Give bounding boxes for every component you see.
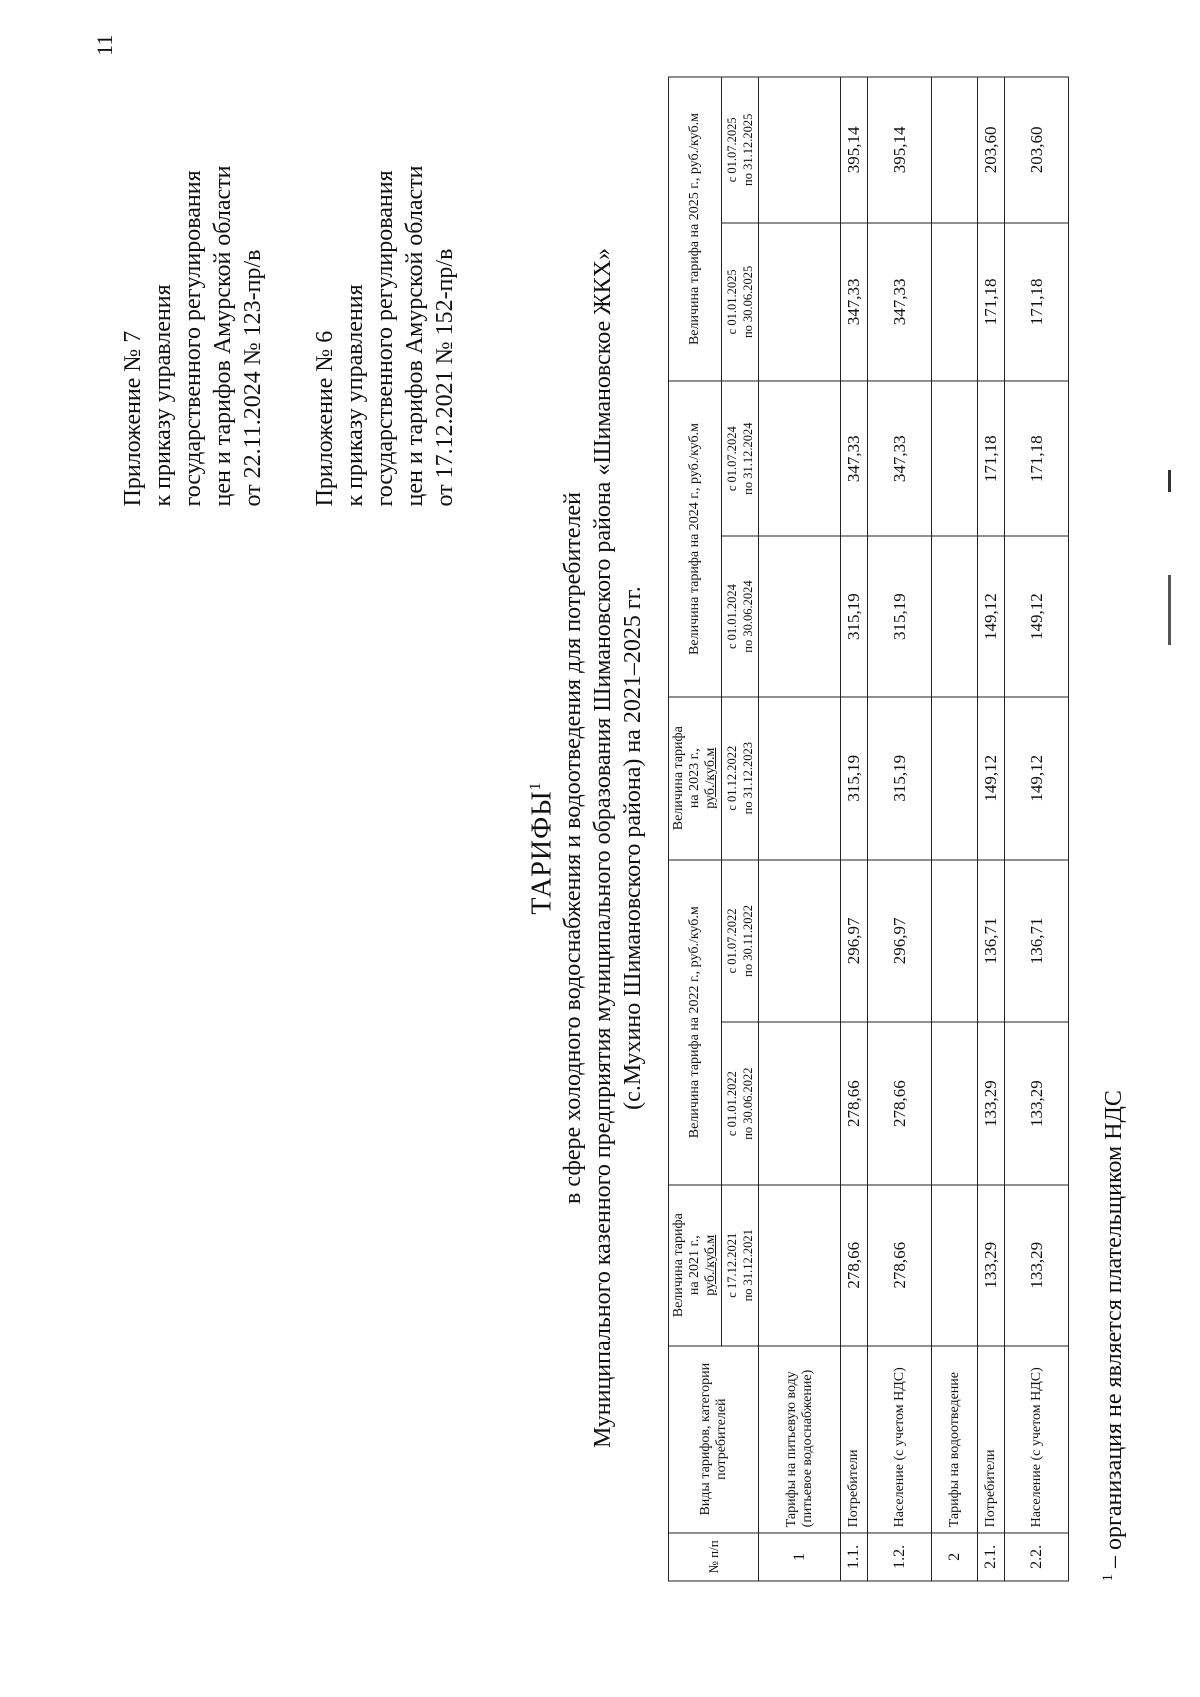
tariff-value: 149,12	[978, 536, 1005, 697]
header-year-2022: Величина тарифа на 2022 г., руб./куб.м	[669, 860, 722, 1185]
tariff-value	[932, 1022, 978, 1185]
period-to: по 30.11.2022	[741, 904, 755, 977]
tariff-value: 347,33	[841, 223, 868, 381]
tariff-value: 136,71	[1005, 860, 1069, 1023]
period-cell	[722, 381, 759, 536]
row-number: 1.2.	[868, 1533, 932, 1581]
table-row	[759, 77, 841, 1581]
appendix-7-block	[118, 165, 268, 506]
appendix-6-line: от 17.12.2021 № 152-пр/в	[432, 248, 458, 507]
appendix-6-line: Приложение № 6	[312, 330, 338, 507]
table-row	[1005, 77, 1069, 1581]
header-category: Виды тарифов, категории потребителей	[669, 1346, 759, 1533]
title-line: (с.Мухино Шимановского района) на 2021–2025 гг.	[620, 586, 647, 1110]
header-2023-unit: руб./куб.м	[703, 747, 718, 809]
appendix-7-line: от 22.11.2024 № 123-пр/в	[240, 249, 266, 507]
tariff-value: 296,97	[841, 860, 868, 1023]
period-from: с 01.01.2024	[725, 584, 739, 650]
header-no: № п/п	[669, 1533, 759, 1581]
table-row	[868, 77, 932, 1581]
appendix-7-line: государственного регулирования	[180, 170, 206, 507]
header-year-2023	[669, 697, 722, 860]
period-to: по 30.06.2022	[741, 1067, 755, 1140]
period-to: по 31.12.2024	[741, 422, 755, 495]
period-cell	[722, 1022, 759, 1185]
appendix-6-line: государственного регулирования	[372, 170, 398, 507]
tariff-value: 315,19	[868, 697, 932, 860]
tariff-value: 133,29	[1005, 1185, 1069, 1346]
tariff-value: 278,66	[841, 1022, 868, 1185]
row-category: Потребители	[841, 1346, 868, 1533]
row-category: Тарифы на питьевую воду (питьевое водоснабжение)	[759, 1346, 841, 1533]
period-to: по 31.12.2023	[741, 742, 755, 815]
row-category: Тарифы на водоотведение	[932, 1346, 978, 1533]
document-title	[520, 0, 558, 1697]
tariff-value: 315,19	[868, 536, 932, 697]
page-number: 11	[92, 34, 117, 56]
footnote-mark: 1	[1100, 1574, 1116, 1582]
tariff-value	[759, 536, 841, 697]
tariff-value: 278,66	[841, 1185, 868, 1346]
appendix-7-line: цен и тарифов Амурской области	[210, 165, 236, 507]
header-row	[669, 77, 722, 1581]
tariff-value: 136,71	[978, 860, 1005, 1023]
tariff-value: 278,66	[868, 1022, 932, 1185]
appendix-6-line: к приказу управления	[342, 284, 368, 507]
tariff-value: 347,33	[868, 223, 932, 381]
footnote-text: – организация не является плательщиком НДС	[1101, 1090, 1127, 1574]
tariff-value	[932, 697, 978, 860]
appendix-6-block	[310, 165, 460, 506]
tariff-value: 149,12	[978, 697, 1005, 860]
period-from: с 01.01.2022	[725, 1071, 739, 1137]
period-to: по 30.06.2024	[741, 580, 755, 653]
tariff-value: 347,33	[868, 381, 932, 536]
appendix-7-line: к приказу управления	[150, 284, 176, 507]
period-cell	[722, 860, 759, 1023]
table-row	[978, 77, 1005, 1581]
tariff-value: 296,97	[868, 860, 932, 1023]
row-number: 2	[932, 1533, 978, 1581]
row-category: Потребители	[978, 1346, 1005, 1533]
header-year-2024: Величина тарифа на 2024 г., руб./куб.м	[669, 381, 722, 697]
header-2023-line: Величина тарифа	[671, 726, 686, 831]
tariff-value	[932, 381, 978, 536]
tariff-value	[932, 1185, 978, 1346]
tariff-value	[759, 223, 841, 381]
tariff-value	[759, 1185, 841, 1346]
period-to: по 31.12.2025	[741, 113, 755, 186]
period-to: по 30.06.2025	[741, 265, 755, 339]
header-2023-line: на 2023 г.,	[687, 748, 702, 809]
title-footnote-mark: 1	[527, 781, 544, 791]
tariff-value: 133,29	[978, 1185, 1005, 1346]
tariff-value: 149,12	[1005, 697, 1069, 860]
tariff-value: 315,19	[841, 697, 868, 860]
scan-artifact	[1168, 575, 1171, 645]
tariff-value	[759, 1022, 841, 1185]
period-cell	[722, 536, 759, 697]
period-from: с 01.07.2022	[725, 908, 739, 974]
tariff-value	[759, 77, 841, 223]
tariff-value	[932, 223, 978, 381]
tariff-value: 203,60	[978, 77, 1005, 223]
header-2021-line: Величина тарифа	[671, 1213, 686, 1318]
tariff-value: 395,14	[868, 77, 932, 223]
tariff-value: 171,18	[978, 381, 1005, 536]
tariff-value: 203,60	[1005, 77, 1069, 223]
title-block	[520, 0, 648, 1697]
title-line: Муниципального казенного предприятия муниципального образования Шимановского района «Шимановское ЖКХ»	[590, 248, 617, 1448]
period-cell	[722, 1185, 759, 1346]
appendix-7-line: Приложение № 7	[120, 330, 146, 507]
tariff-value: 133,29	[1005, 1022, 1069, 1185]
footnote	[1100, 1090, 1128, 1581]
tariffs-table	[668, 77, 1069, 1582]
tariff-value: 278,66	[868, 1185, 932, 1346]
tariff-value	[759, 860, 841, 1023]
row-number: 1.1.	[841, 1533, 868, 1581]
table-row	[932, 77, 978, 1581]
row-category: Население (с учетом НДС)	[868, 1346, 932, 1533]
title-main: ТАРИФЫ	[526, 790, 558, 915]
period-from: с 01.12.2022	[725, 745, 739, 811]
header-2021-unit: руб./куб.м	[703, 1234, 718, 1296]
tariff-value: 171,18	[1005, 381, 1069, 536]
tariff-value	[932, 860, 978, 1023]
row-number: 2.2.	[1005, 1533, 1069, 1581]
tariff-value: 347,33	[841, 381, 868, 536]
period-cell	[722, 223, 759, 381]
period-to: по 31.12.2021	[741, 1229, 755, 1302]
row-number: 1	[759, 1533, 841, 1581]
tariff-value	[932, 77, 978, 223]
title-line: в сфере холодного водоснабжения и водоотведения для потребителей	[560, 492, 587, 1204]
period-cell	[722, 77, 759, 223]
tariff-value	[932, 536, 978, 697]
tariff-value	[759, 697, 841, 860]
tariff-value: 133,29	[978, 1022, 1005, 1185]
period-from: с 01.07.2024	[725, 426, 739, 492]
table-row	[841, 77, 868, 1581]
header-2021-line: на 2021 г.,	[687, 1235, 702, 1296]
header-year-2021	[669, 1185, 722, 1346]
period-from: с 01.07.2025	[725, 117, 739, 183]
tariff-value	[759, 381, 841, 536]
row-category: Население (с учетом НДС)	[1005, 1346, 1069, 1533]
tariff-value: 395,14	[841, 77, 868, 223]
tariff-value: 171,18	[978, 223, 1005, 381]
appendix-6-line: цен и тарифов Амурской области	[402, 165, 428, 507]
period-from: с 01.01.2025	[725, 269, 739, 335]
tariff-value: 315,19	[841, 536, 868, 697]
period-cell	[722, 697, 759, 860]
scan-artifact	[1168, 470, 1171, 492]
tariff-value: 149,12	[1005, 536, 1069, 697]
row-number: 2.1.	[978, 1533, 1005, 1581]
period-from: с 17.12.2021	[725, 1232, 739, 1298]
tariff-value: 171,18	[1005, 223, 1069, 381]
header-year-2025: Величина тарифа на 2025 г., руб./куб.м	[669, 77, 722, 381]
